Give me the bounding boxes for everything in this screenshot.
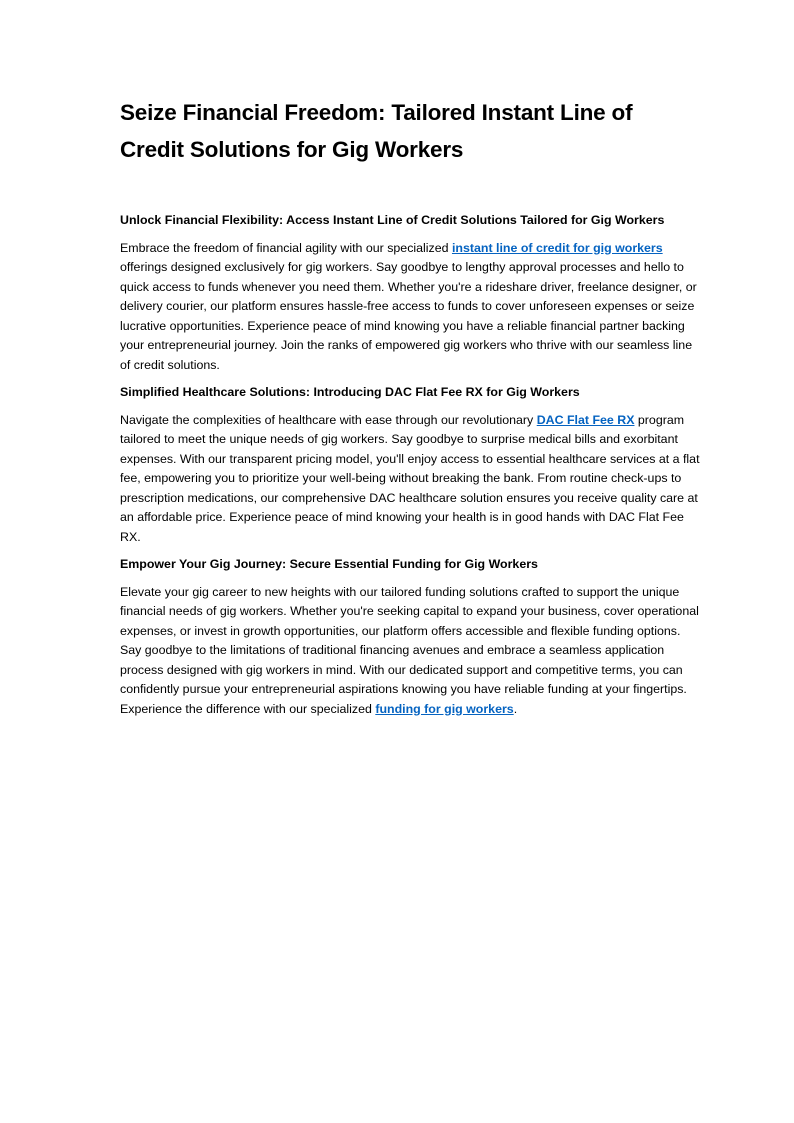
- body-text: Elevate your gig career to new heights with our tailored funding solutions crafted to support the unique financial needs of gig workers. Whether you're seeking capital to expand your business, cover operational expenses, or invest in growth opportunities, our platform offers accessible and flexible funding options. Say goodbye to the limitations of traditional financing avenues and embrace a seamless application process designed with gig workers in mind. With our dedicated support and competitive terms, you can confidently pursue your entrepreneurial aspirations knowing you have reliable funding at your fingertips. Experience the difference with our specialized: [120, 584, 699, 716]
- page-title: Seize Financial Freedom: Tailored Instant Line of Credit Solutions for Gig Workers: [120, 100, 633, 162]
- body-text: .: [513, 701, 518, 716]
- body-text: program tailored to meet the unique needs of gig workers. Say goodbye to surprise medical bills and exorbitant expenses. With our transparent pricing model, you'll enjoy access to essential healthcare services at a flat fee, empowering you to prioritize your well-being without breaking the bank. From routine check-ups to prescription medications, our comprehensive DAC healthcare solution ensures you receive quality care at an affordable price. Experience peace of mind knowing your health is in good hands with DAC Flat Fee RX.: [120, 412, 700, 544]
- section-body-line-of-credit: [120, 239, 700, 376]
- document-page: [120, 94, 700, 727]
- section-body-healthcare: [120, 411, 700, 548]
- body-text: Navigate the complexities of healthcare with ease through our revolutionary: [120, 412, 537, 427]
- section-heading-funding: Empower Your Gig Journey: Secure Essential Funding for Gig Workers: [120, 557, 538, 571]
- dac-flat-fee-rx-link[interactable]: DAC Flat Fee RX: [536, 412, 635, 427]
- body-text: offerings designed exclusively for gig workers. Say goodbye to lengthy approval processes and hello to quick access to funds whenever you need them. Whether you're a rideshare driver, freelance designer, or delivery courier, our platform ensures hassle-free access to funds to cover unforeseen expenses or seize lucrative opportunities. Experience peace of mind knowing you have a reliable financial partner backing your entrepreneurial journey. Join the ranks of empowered gig workers who thrive with our seamless line of credit solutions.: [120, 260, 697, 372]
- section-heading-line-of-credit: Unlock Financial Flexibility: Access Instant Line of Credit Solutions Tailored for Gig Workers: [120, 213, 665, 227]
- instant-line-of-credit-link[interactable]: instant line of credit for gig workers: [451, 240, 663, 255]
- body-text: Embrace the freedom of financial agility with our specialized: [120, 240, 452, 255]
- section-body-funding: [120, 583, 700, 720]
- funding-for-gig-workers-link[interactable]: funding for gig workers: [375, 701, 514, 716]
- section-heading-healthcare: Simplified Healthcare Solutions: Introducing DAC Flat Fee RX for Gig Workers: [120, 385, 580, 399]
